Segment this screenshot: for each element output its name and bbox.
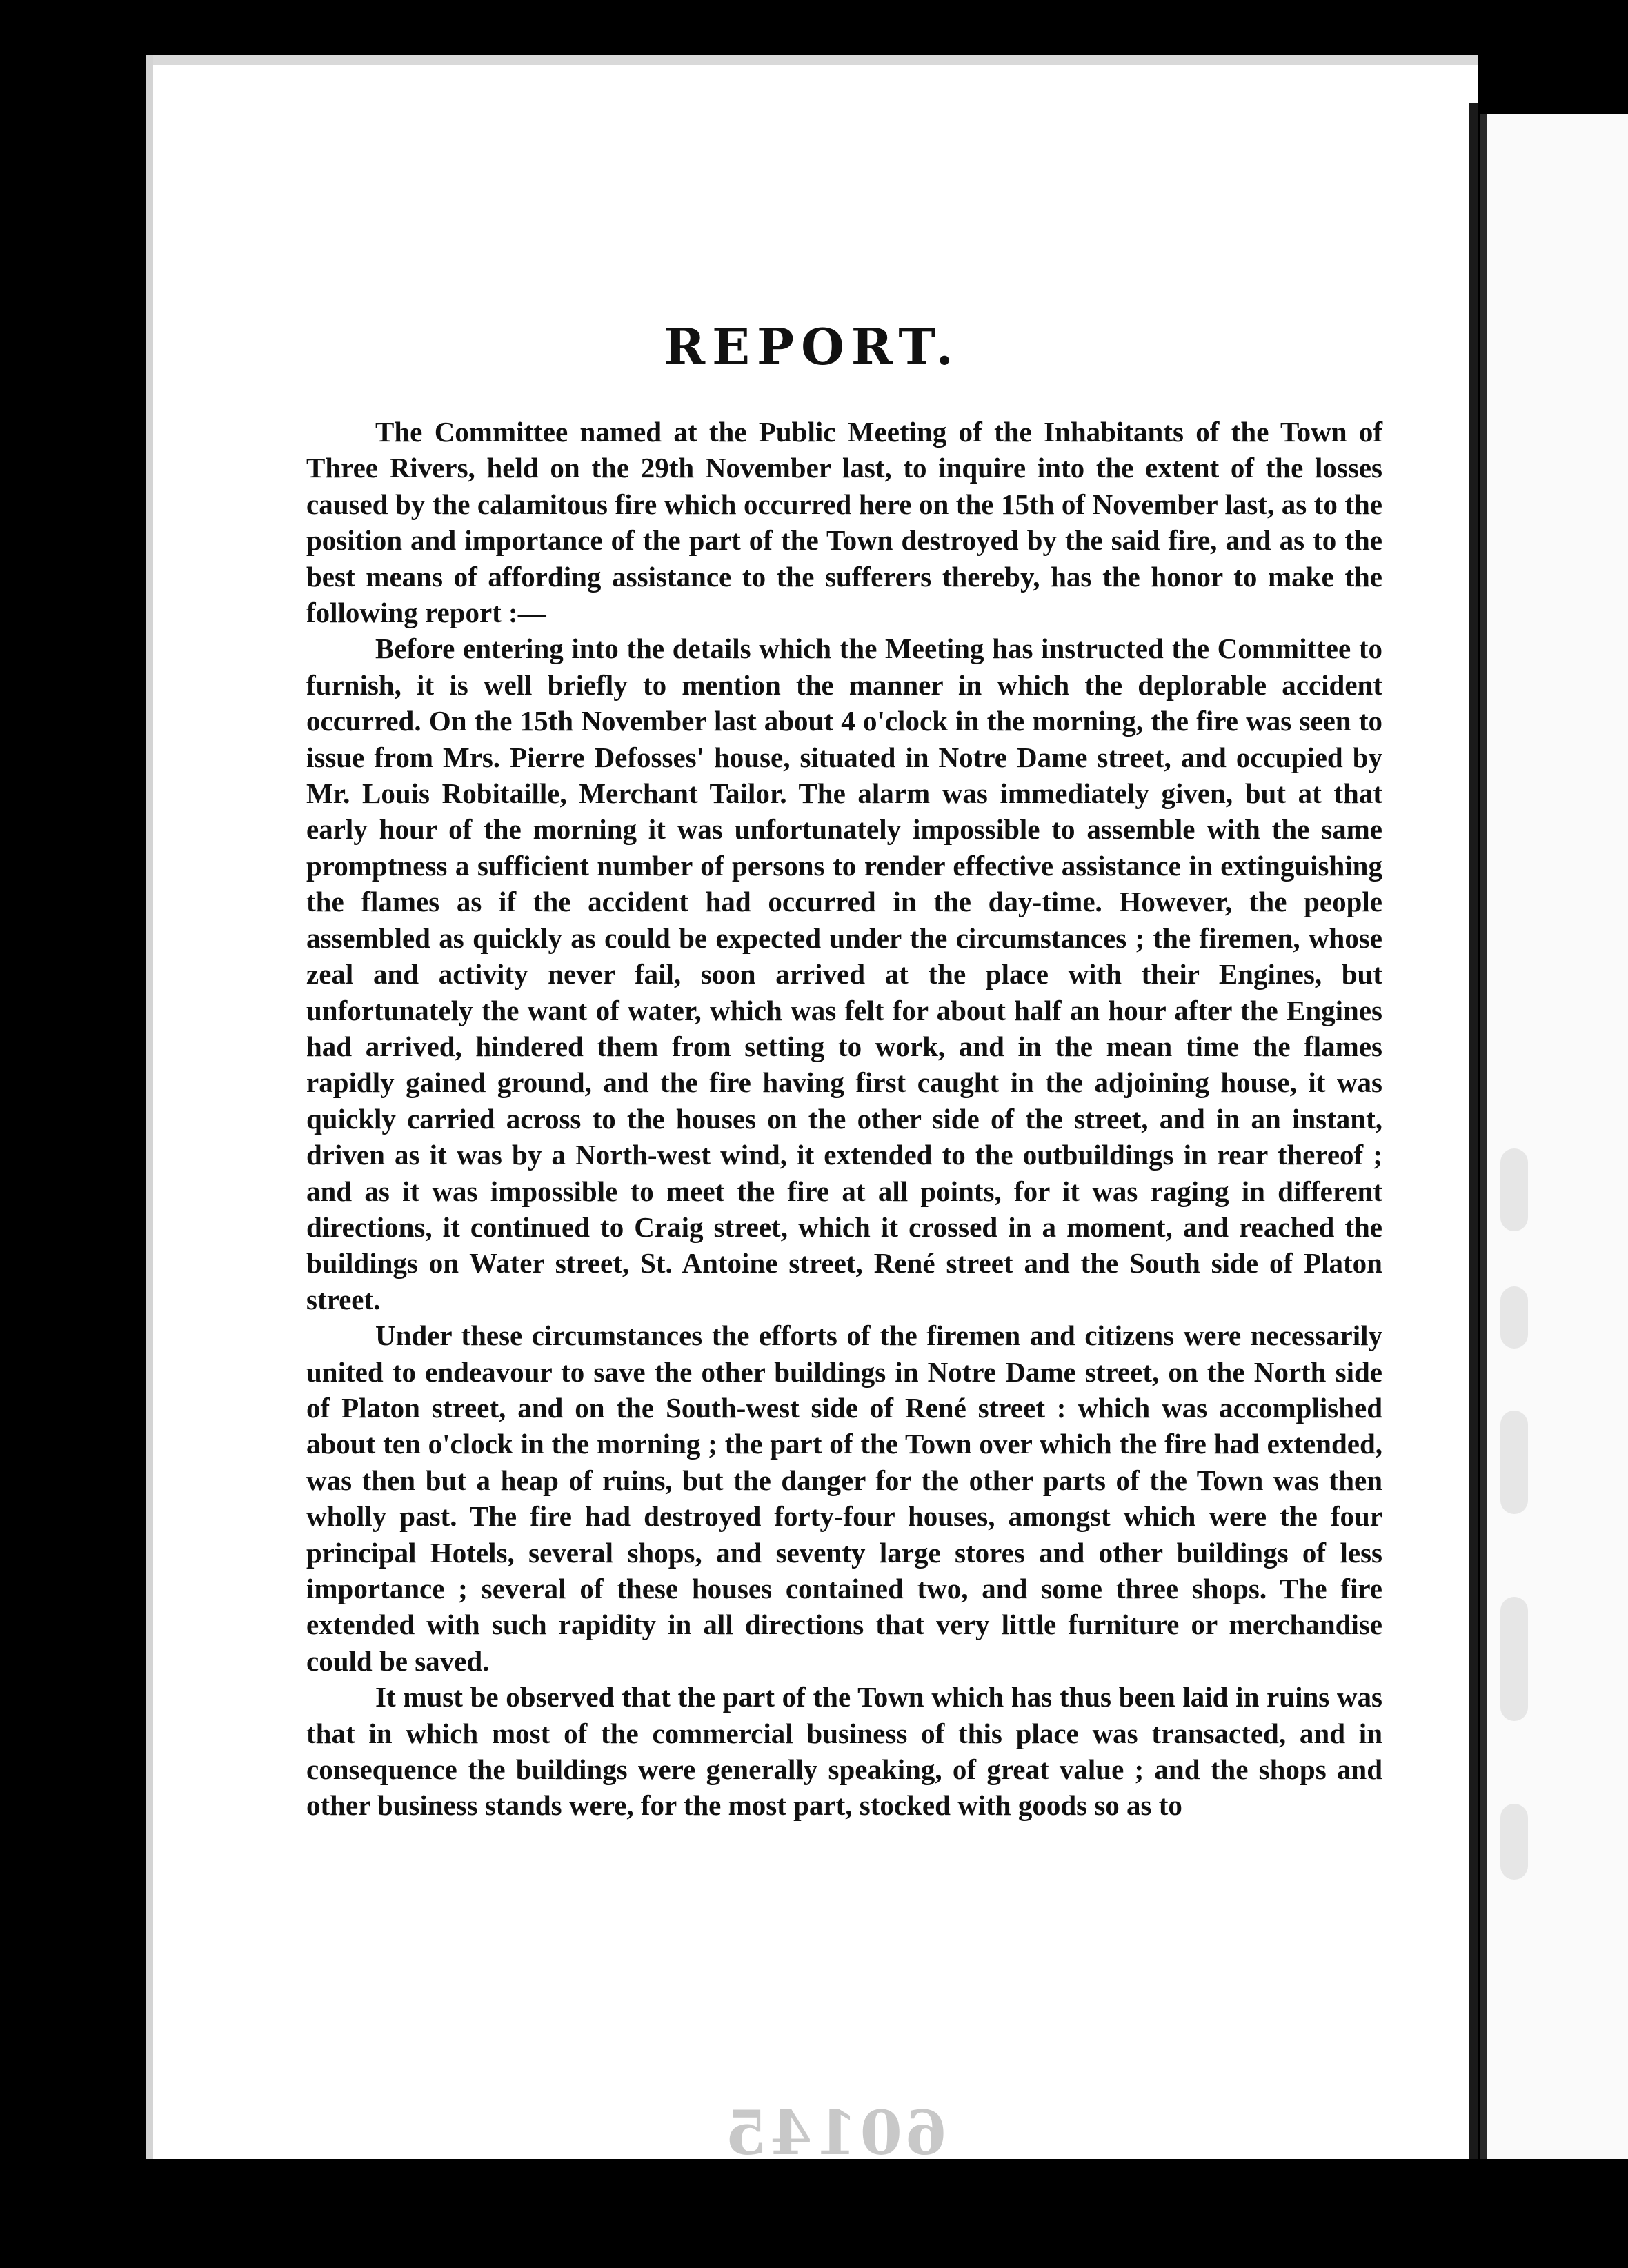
page-top-edge (146, 55, 1478, 65)
facing-page-border (1480, 114, 1487, 2159)
facing-page-edge (1480, 114, 1628, 2159)
document-page (146, 55, 1478, 2159)
paragraph-intro: The Committee named at the Public Meeting of the Inhabitants of the Town of Three Rivers, held on the 29th November last, to inquire into the extent of the losses caused by the calamitous fire which occurred here on the 15th of November last, as to the position and importance of the part of the Town destroyed by the said fire, and as to the best means of affording assistance to the sufferers thereby, has the honor to make the following report :— (306, 416, 1382, 629)
paper-stain (1500, 1148, 1528, 1231)
library-stamp: 60145 (722, 2097, 948, 2159)
paper-stain (1500, 1286, 1528, 1349)
paragraph-commercial-district: It must be observed that the part of the Town which has thus been laid in ruins was that in which most of the commercial business of this place was transacted, and in consequence the buildings were generally speaking, of great value ; and the shops and other business stands were, for the most part, stocked with goods so as to (306, 1681, 1382, 1822)
paper-stain (1500, 1804, 1528, 1880)
paragraph-aftermath: Under these circumstances the efforts of the firemen and citizens were necessarily united to endeavour to save the other buildings in Notre Dame street, on the North side of Platon street, and on the South-west side of René street : which was accomplished about ten o'clock in the morning ; the part of the Town over which the fire had extended, was then but a heap of ruins, but the danger for the other parts of the Town was then wholly past. The fire had destroyed forty-four houses, amongst which were the four principal Hotels, several shops, and seventy large stores and other buildings of less importance ; several of these houses contained two, and some three shops. The fire extended with such rapidity in all directions that very little furniture or merchandise could be saved. (306, 1320, 1382, 1677)
paper-stain (1500, 1411, 1528, 1514)
binding-gutter (1469, 103, 1478, 2159)
report-body (306, 414, 1382, 1824)
paragraph-fire-account: Before entering into the details which the Meeting has instructed the Committee to furnish, it is well briefly to mention the manner in which the deplorable accident occurred. On the 15th November last about 4 o'clock in the morning, the fire was seen to issue from Mrs. Pierre Defosses' house, situated in Notre Dame street, and occupied by Mr. Louis Robitaille, Merchant Tailor. The alarm was immediately given, but at that early hour of the morning it was unfortunately impossible to assemble with the same promptness a sufficient number of persons to render effective assistance in extinguishing the flames as if the accident had occurred in the day-time. However, the people assembled as quickly as could be expected under the circumstances ; the firemen, whose zeal and activity never fail, soon arrived at the place with their Engines, but unfortunately the want of water, which was felt for about half an hour after the Engines had arrived, hindered them from setting to work, and in the mean time the flames rapidly gained ground, and the fire having first caught in the adjoining house, it was quickly carried across to the houses on the other side of the street, and in an instant, driven as it was by a North-west wind, it extended to the outbuildings in rear thereof ; and as it was impossible to meet the fire at all points, for it was raging in different directions, it continued to Craig street, which it crossed in a moment, and reached the buildings on Water street, St. Antoine street, René street and the South side of Platon street. (306, 633, 1382, 1315)
report-heading: REPORT. (664, 317, 960, 376)
paper-stain (1500, 1597, 1528, 1721)
